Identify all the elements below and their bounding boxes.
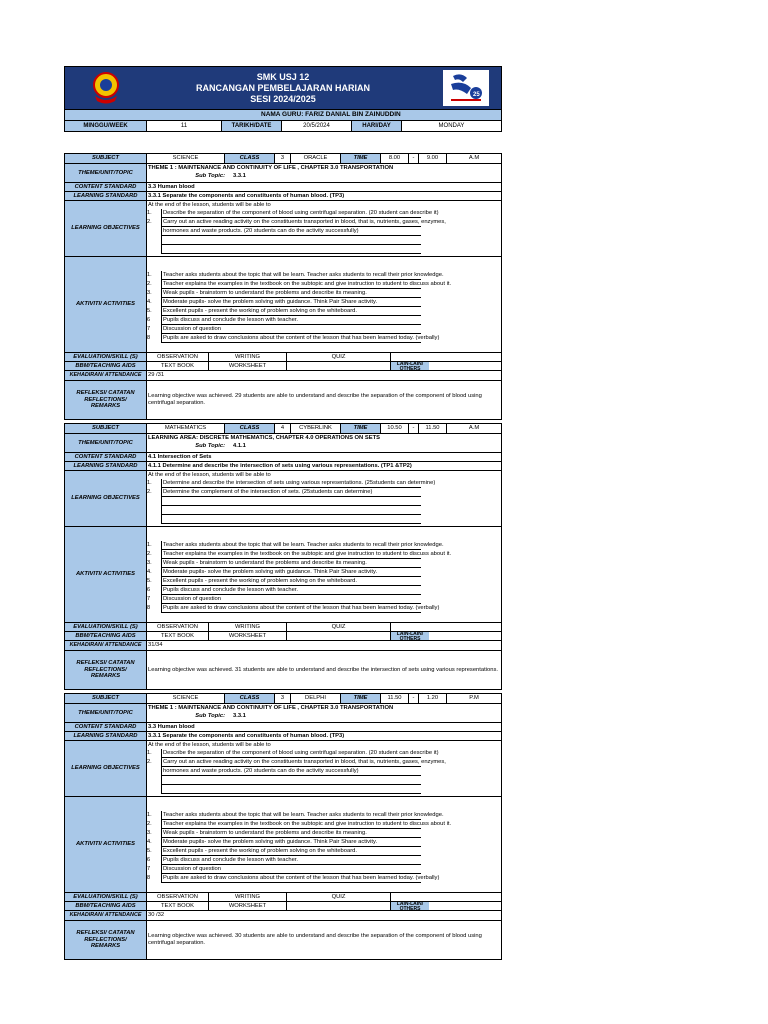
evaluation-row	[65, 623, 501, 632]
activity-line: Teacher explains the examples in the textbook on the subtopic and give instruction to student to discuss about it.	[163, 821, 452, 827]
evaluation-row	[65, 893, 501, 902]
objective-line: hormones and waste products. (20 students can do the activity successfully)	[161, 227, 421, 236]
activity-number: 2.	[147, 821, 152, 827]
bbm-row	[65, 632, 501, 641]
objective-number: 1.	[147, 750, 152, 756]
sub-topic-label: Sub Topic:	[195, 713, 225, 719]
activity-number: 2.	[147, 281, 152, 287]
eval-writing: WRITING	[209, 353, 287, 361]
evaluation-row	[65, 353, 501, 362]
header-banner	[64, 66, 502, 110]
activity-line: Teacher asks students about the topic that will be learn. Teacher asks students to recall their prior knowledge.	[163, 272, 444, 278]
objective-number: 1.	[147, 480, 152, 486]
objective-line: Carry out an active reading activity on the constituents transported in blood, that is, nutrients, gases, enzymes,	[163, 219, 446, 225]
objective-number	[147, 515, 161, 524]
bbm-worksheet: WORKSHEET	[209, 902, 287, 910]
subject-row	[65, 694, 501, 704]
bbm-label: BBM/TEACHING AIDS	[65, 902, 147, 910]
date-label: TARIKH/DATE	[222, 121, 282, 131]
objective-number	[147, 506, 161, 515]
sub-topic-value: 3.3.1	[233, 713, 246, 719]
objective-line: Describe the separation of the component of blood using centrifugal separation. (20 student can describe it)	[163, 210, 439, 216]
activities-label: AKTIVITI/ ACTIVITIES	[65, 527, 147, 622]
activity-line: Pupils discuss and conclude the lesson with teacher.	[161, 586, 421, 595]
activity-line: Weak pupils - brainstorm to understand the problems and describe its meaning.	[161, 559, 421, 568]
subject-value: SCIENCE	[147, 694, 225, 703]
activity-number: 8	[147, 335, 151, 341]
lesson-block	[64, 423, 502, 690]
bbm-blank	[287, 632, 391, 640]
objective-number	[147, 767, 161, 776]
week-label: MINGGU/WEEK	[65, 121, 147, 131]
activity-line: Discussion of question	[161, 865, 421, 874]
theme-row	[65, 434, 501, 453]
activity-line: Teacher explains the examples in the textbook on the subtopic and give instruction to student to discuss about it.	[163, 551, 452, 557]
theme-value: THEME 1 : MAINTENANCE AND CONTINUITY OF LIFE , CHAPTER 3.0 TRANSPORTATION	[148, 705, 394, 711]
activity-line: Discussion of question	[161, 325, 421, 334]
school-name: SMK USJ 12	[256, 72, 310, 82]
learning-standard-row	[65, 732, 501, 741]
eval-blank	[391, 623, 429, 631]
time-period: A.M	[468, 155, 480, 161]
sub-topic-label: Sub Topic:	[195, 443, 225, 449]
objective-line: hormones and waste products. (20 students can do the activity successfully)	[161, 767, 421, 776]
attendance-value: 30 /32	[148, 912, 165, 918]
activity-line: Moderate pupils- solve the problem solving with guidance. Think Pair Share activity.	[161, 838, 421, 847]
subject-value: SCIENCE	[147, 154, 225, 163]
objective-line	[161, 497, 421, 506]
eval-observation: OBSERVATION	[147, 893, 209, 901]
attendance-value: 31/34	[148, 642, 163, 648]
content-standard-row	[65, 183, 501, 192]
evaluation-label: EVALUATION/SKILL (S)	[65, 623, 147, 631]
time-label: TIME	[341, 694, 381, 703]
activity-number: 4.	[147, 299, 152, 305]
theme-value: THEME 1 : MAINTENANCE AND CONTINUITY OF LIFE , CHAPTER 3.0 TRANSPORTATION	[148, 165, 394, 171]
reflection-label: REFLEKSI/ CATATAN REFLECTIONS/ REMARKS	[65, 921, 147, 959]
sub-topic-value: 4.1.1	[233, 443, 246, 449]
objective-number	[147, 227, 161, 236]
class-label: CLASS	[225, 694, 275, 703]
objective-line: Carry out an active reading activity on the constituents transported in blood, that is, nutrients, gases, enzymes,	[163, 759, 446, 765]
activity-line: Excellent pupils - present the working of problem solving on the whiteboard.	[161, 847, 421, 856]
objectives-intro: At the end of the lesson, students will be able to	[148, 472, 271, 478]
class-number: 3	[275, 154, 291, 163]
activity-line: Discussion of question	[161, 595, 421, 604]
eval-observation: OBSERVATION	[147, 623, 209, 631]
activity-line: Excellent pupils - present the working of problem solving on the whiteboard.	[161, 577, 421, 586]
learning-standard-label: LEARNING STANDARD	[65, 192, 147, 200]
eval-quiz: QUIZ	[287, 623, 391, 631]
time-dash: -	[409, 154, 419, 163]
activity-number: 2.	[147, 551, 152, 557]
time-start: 10.50	[381, 424, 409, 433]
class-label: CLASS	[225, 424, 275, 433]
activity-line: Pupils discuss and conclude the lesson with teacher.	[161, 316, 421, 325]
theme-row	[65, 164, 501, 183]
session: SESI 2024/2025	[250, 94, 316, 104]
activity-line: Excellent pupils - present the working of problem solving on the whiteboard.	[161, 307, 421, 316]
attendance-label: KEHADIRAN/ ATTENDANCE	[65, 641, 147, 650]
eval-writing: WRITING	[209, 893, 287, 901]
bbm-row	[65, 362, 501, 371]
activity-line: Weak pupils - brainstorm to understand the problems and describe its meaning.	[161, 829, 421, 838]
objective-line: Determine and describe the intersection of sets using various representations. (25students can determine)	[163, 480, 436, 486]
activity-number: 8	[147, 605, 151, 611]
evaluation-label: EVALUATION/SKILL (S)	[65, 353, 147, 361]
objectives-intro: At the end of the lesson, students will be able to	[148, 202, 271, 208]
objective-number: 2.	[147, 219, 152, 225]
reflection-row	[65, 381, 501, 419]
activity-number: 7	[147, 326, 151, 332]
time-label: TIME	[341, 424, 381, 433]
subject-row	[65, 154, 501, 164]
objective-line	[161, 236, 421, 245]
bbm-worksheet: WORKSHEET	[209, 632, 287, 640]
reflection-value: Learning objective was achieved. 30 students are able to understand and describe the separation of the component of blood using centrifugal separation.	[148, 933, 482, 946]
eval-quiz: QUIZ	[287, 893, 391, 901]
class-name: ORACLE	[291, 154, 341, 163]
class-number: 3	[275, 694, 291, 703]
learning-standard-value: 3.3.1 Separate the components and constituents of human blood. (TP3)	[148, 193, 345, 199]
document-title: RANCANGAN PEMBELAJARAN HARIAN	[195, 83, 370, 93]
time-label: TIME	[341, 154, 381, 163]
usj12-logo-icon	[443, 70, 489, 106]
time-period: A.M	[468, 425, 480, 431]
bbm-worksheet: WORKSHEET	[209, 362, 287, 370]
objectives-label: LEARNING OBJECTIVES	[65, 741, 147, 796]
evaluation-label: EVALUATION/SKILL (S)	[65, 893, 147, 901]
plan-header	[64, 66, 502, 132]
objective-line	[161, 245, 421, 254]
objective-number: 2.	[147, 759, 152, 765]
activity-number: 5.	[147, 578, 152, 584]
attendance-row	[65, 371, 501, 381]
date-value: 20/5/2024	[282, 121, 352, 131]
objectives-row	[65, 471, 501, 527]
activities-label: AKTIVITI/ ACTIVITIES	[65, 797, 147, 892]
day-label: HARI/DAY	[352, 121, 402, 131]
activity-line: Teacher asks students about the topic that will be learn. Teacher asks students to recall their prior knowledge.	[163, 542, 444, 548]
activity-line: Weak pupils - brainstorm to understand the problems and describe its meaning.	[161, 289, 421, 298]
day-value: MONDAY	[438, 123, 465, 129]
objective-line	[161, 776, 421, 785]
activity-number: 7	[147, 596, 151, 602]
time-dash: -	[409, 694, 419, 703]
school-crest-icon	[91, 70, 121, 106]
teacher-name: NAMA GURU: FARIZ DANIAL BIN ZAINUDDIN	[64, 110, 502, 121]
objectives-row	[65, 201, 501, 257]
bbm-others: LAIN-LAIN/ OTHERS	[391, 902, 429, 910]
learning-standard-value: 4.1.1 Determine and describe the intersection of sets using various representations. (TP1 &TP2)	[148, 463, 412, 469]
reflection-label: REFLEKSI/ CATATAN REFLECTIONS/ REMARKS	[65, 381, 147, 419]
objective-line	[161, 515, 421, 524]
activity-number: 7	[147, 866, 151, 872]
activity-number: 5.	[147, 308, 152, 314]
activities-label: AKTIVITI/ ACTIVITIES	[65, 257, 147, 352]
objective-number	[147, 785, 161, 794]
bbm-blank	[287, 902, 391, 910]
activity-number: 5.	[147, 848, 152, 854]
content-standard-row	[65, 723, 501, 732]
time-start: 8.00	[381, 154, 409, 163]
subject-label: SUBJECT	[65, 424, 147, 433]
activities-row	[65, 527, 501, 623]
objective-line	[161, 785, 421, 794]
bbm-others: LAIN-LAIN/ OTHERS	[391, 632, 429, 640]
theme-label: THEME/UNIT/TOPIC	[65, 164, 147, 182]
content-standard-label: CONTENT STANDARD	[65, 183, 147, 191]
reflection-row	[65, 921, 501, 959]
activity-number: 1.	[147, 542, 152, 548]
time-dash: -	[409, 424, 419, 433]
eval-blank	[391, 893, 429, 901]
bbm-blank	[287, 362, 391, 370]
activity-line: Pupils are asked to draw conclusions about the content of the lesson that has been learned today. (verbally)	[163, 605, 440, 611]
objective-number: 2.	[147, 489, 152, 495]
time-start: 11.50	[381, 694, 409, 703]
class-label: CLASS	[225, 154, 275, 163]
activity-number: 3.	[147, 830, 152, 836]
activity-number: 3.	[147, 560, 152, 566]
activity-number: 4.	[147, 839, 152, 845]
eval-blank	[391, 353, 429, 361]
subject-label: SUBJECT	[65, 154, 147, 163]
time-end: 9.00	[419, 154, 447, 163]
activity-line: Pupils are asked to draw conclusions about the content of the lesson that has been learned today. (verbally)	[163, 875, 440, 881]
bbm-textbook: TEXT BOOK	[147, 362, 209, 370]
learning-standard-label: LEARNING STANDARD	[65, 732, 147, 740]
week-value: 11	[147, 121, 222, 131]
bbm-textbook: TEXT BOOK	[147, 632, 209, 640]
theme-value: LEARNING AREA: DISCRETE MATHEMATICS, CHAPTER 4.0 OPERATIONS ON SETS	[148, 435, 380, 441]
objectives-intro: At the end of the lesson, students will be able to	[148, 742, 271, 748]
time-end: 1.20	[419, 694, 447, 703]
subject-label: SUBJECT	[65, 694, 147, 703]
objective-number	[147, 245, 161, 254]
activity-line: Moderate pupils- solve the problem solving with guidance. Think Pair Share activity.	[161, 298, 421, 307]
learning-standard-label: LEARNING STANDARD	[65, 462, 147, 470]
attendance-label: KEHADIRAN/ ATTENDANCE	[65, 911, 147, 920]
objective-line: Describe the separation of the component of blood using centrifugal separation. (20 student can describe it)	[163, 750, 439, 756]
reflection-row	[65, 651, 501, 689]
objective-line: Determine the complement of the intersection of sets. (25students can determine)	[161, 488, 421, 497]
activity-line: Pupils discuss and conclude the lesson with teacher.	[161, 856, 421, 865]
activity-line: Teacher asks students about the topic that will be learn. Teacher asks students to recall their prior knowledge.	[163, 812, 444, 818]
reflection-label: REFLEKSI/ CATATAN REFLECTIONS/ REMARKS	[65, 651, 147, 689]
activities-row	[65, 257, 501, 353]
objective-line	[161, 506, 421, 515]
activity-number: 6	[147, 317, 151, 323]
learning-standard-value: 3.3.1 Separate the components and constituents of human blood. (TP3)	[148, 733, 345, 739]
objectives-row	[65, 741, 501, 797]
attendance-row	[65, 641, 501, 651]
eval-writing: WRITING	[209, 623, 287, 631]
objective-number	[147, 497, 161, 506]
lesson-block	[64, 153, 502, 420]
theme-label: THEME/UNIT/TOPIC	[65, 704, 147, 722]
time-end: 11.50	[419, 424, 447, 433]
bbm-label: BBM/TEACHING AIDS	[65, 632, 147, 640]
activity-number: 1.	[147, 812, 152, 818]
lesson-block	[64, 693, 502, 960]
content-standard-value: 3.3 Human blood	[148, 184, 195, 190]
learning-standard-row	[65, 192, 501, 201]
content-standard-row	[65, 453, 501, 462]
class-name: CYBERLINK	[291, 424, 341, 433]
time-period: P.M	[469, 695, 479, 701]
content-standard-label: CONTENT STANDARD	[65, 453, 147, 461]
objectives-label: LEARNING OBJECTIVES	[65, 471, 147, 526]
content-standard-label: CONTENT STANDARD	[65, 723, 147, 731]
sub-topic-label: Sub Topic:	[195, 173, 225, 179]
bbm-row	[65, 902, 501, 911]
objectives-label: LEARNING OBJECTIVES	[65, 201, 147, 256]
activity-line: Teacher explains the examples in the textbook on the subtopic and give instruction to student to discuss about it.	[163, 281, 452, 287]
week-row	[64, 121, 502, 132]
subject-row	[65, 424, 501, 434]
class-name: DELPHI	[291, 694, 341, 703]
content-standard-value: 4.1 Intersection of Sets	[148, 454, 212, 460]
activity-line: Pupils are asked to draw conclusions about the content of the lesson that has been learned today. (verbally)	[163, 335, 440, 341]
learning-standard-row	[65, 462, 501, 471]
theme-row	[65, 704, 501, 723]
activity-number: 6	[147, 857, 151, 863]
eval-quiz: QUIZ	[287, 353, 391, 361]
activity-number: 1.	[147, 272, 152, 278]
bbm-label: BBM/TEACHING AIDS	[65, 362, 147, 370]
objective-number: 1.	[147, 210, 152, 216]
activity-number: 3.	[147, 290, 152, 296]
attendance-label: KEHADIRAN/ ATTENDANCE	[65, 371, 147, 380]
objective-number	[147, 236, 161, 245]
svg-text:25: 25	[473, 92, 480, 98]
eval-observation: OBSERVATION	[147, 353, 209, 361]
attendance-value: 29 /31	[148, 372, 165, 378]
objective-number	[147, 776, 161, 785]
bbm-textbook: TEXT BOOK	[147, 902, 209, 910]
subject-value: MATHEMATICS	[147, 424, 225, 433]
content-standard-value: 3.3 Human blood	[148, 724, 195, 730]
class-number: 4	[275, 424, 291, 433]
theme-label: THEME/UNIT/TOPIC	[65, 434, 147, 452]
activities-row	[65, 797, 501, 893]
reflection-value: Learning objective was achieved. 29 students are able to understand and describe the separation of the component of blood using centrifugal separation.	[148, 393, 482, 406]
activity-number: 4.	[147, 569, 152, 575]
activity-number: 6	[147, 587, 151, 593]
bbm-others: LAIN-LAIN/ OTHERS	[391, 362, 429, 370]
sub-topic-value: 3.3.1	[233, 173, 246, 179]
activity-number: 8	[147, 875, 151, 881]
reflection-value: Learning objective was achieved. 31 students are able to understand and describe the intersection of sets using various representations.	[148, 666, 498, 673]
attendance-row	[65, 911, 501, 921]
activity-line: Moderate pupils- solve the problem solving with guidance. Think Pair Share activity.	[161, 568, 421, 577]
